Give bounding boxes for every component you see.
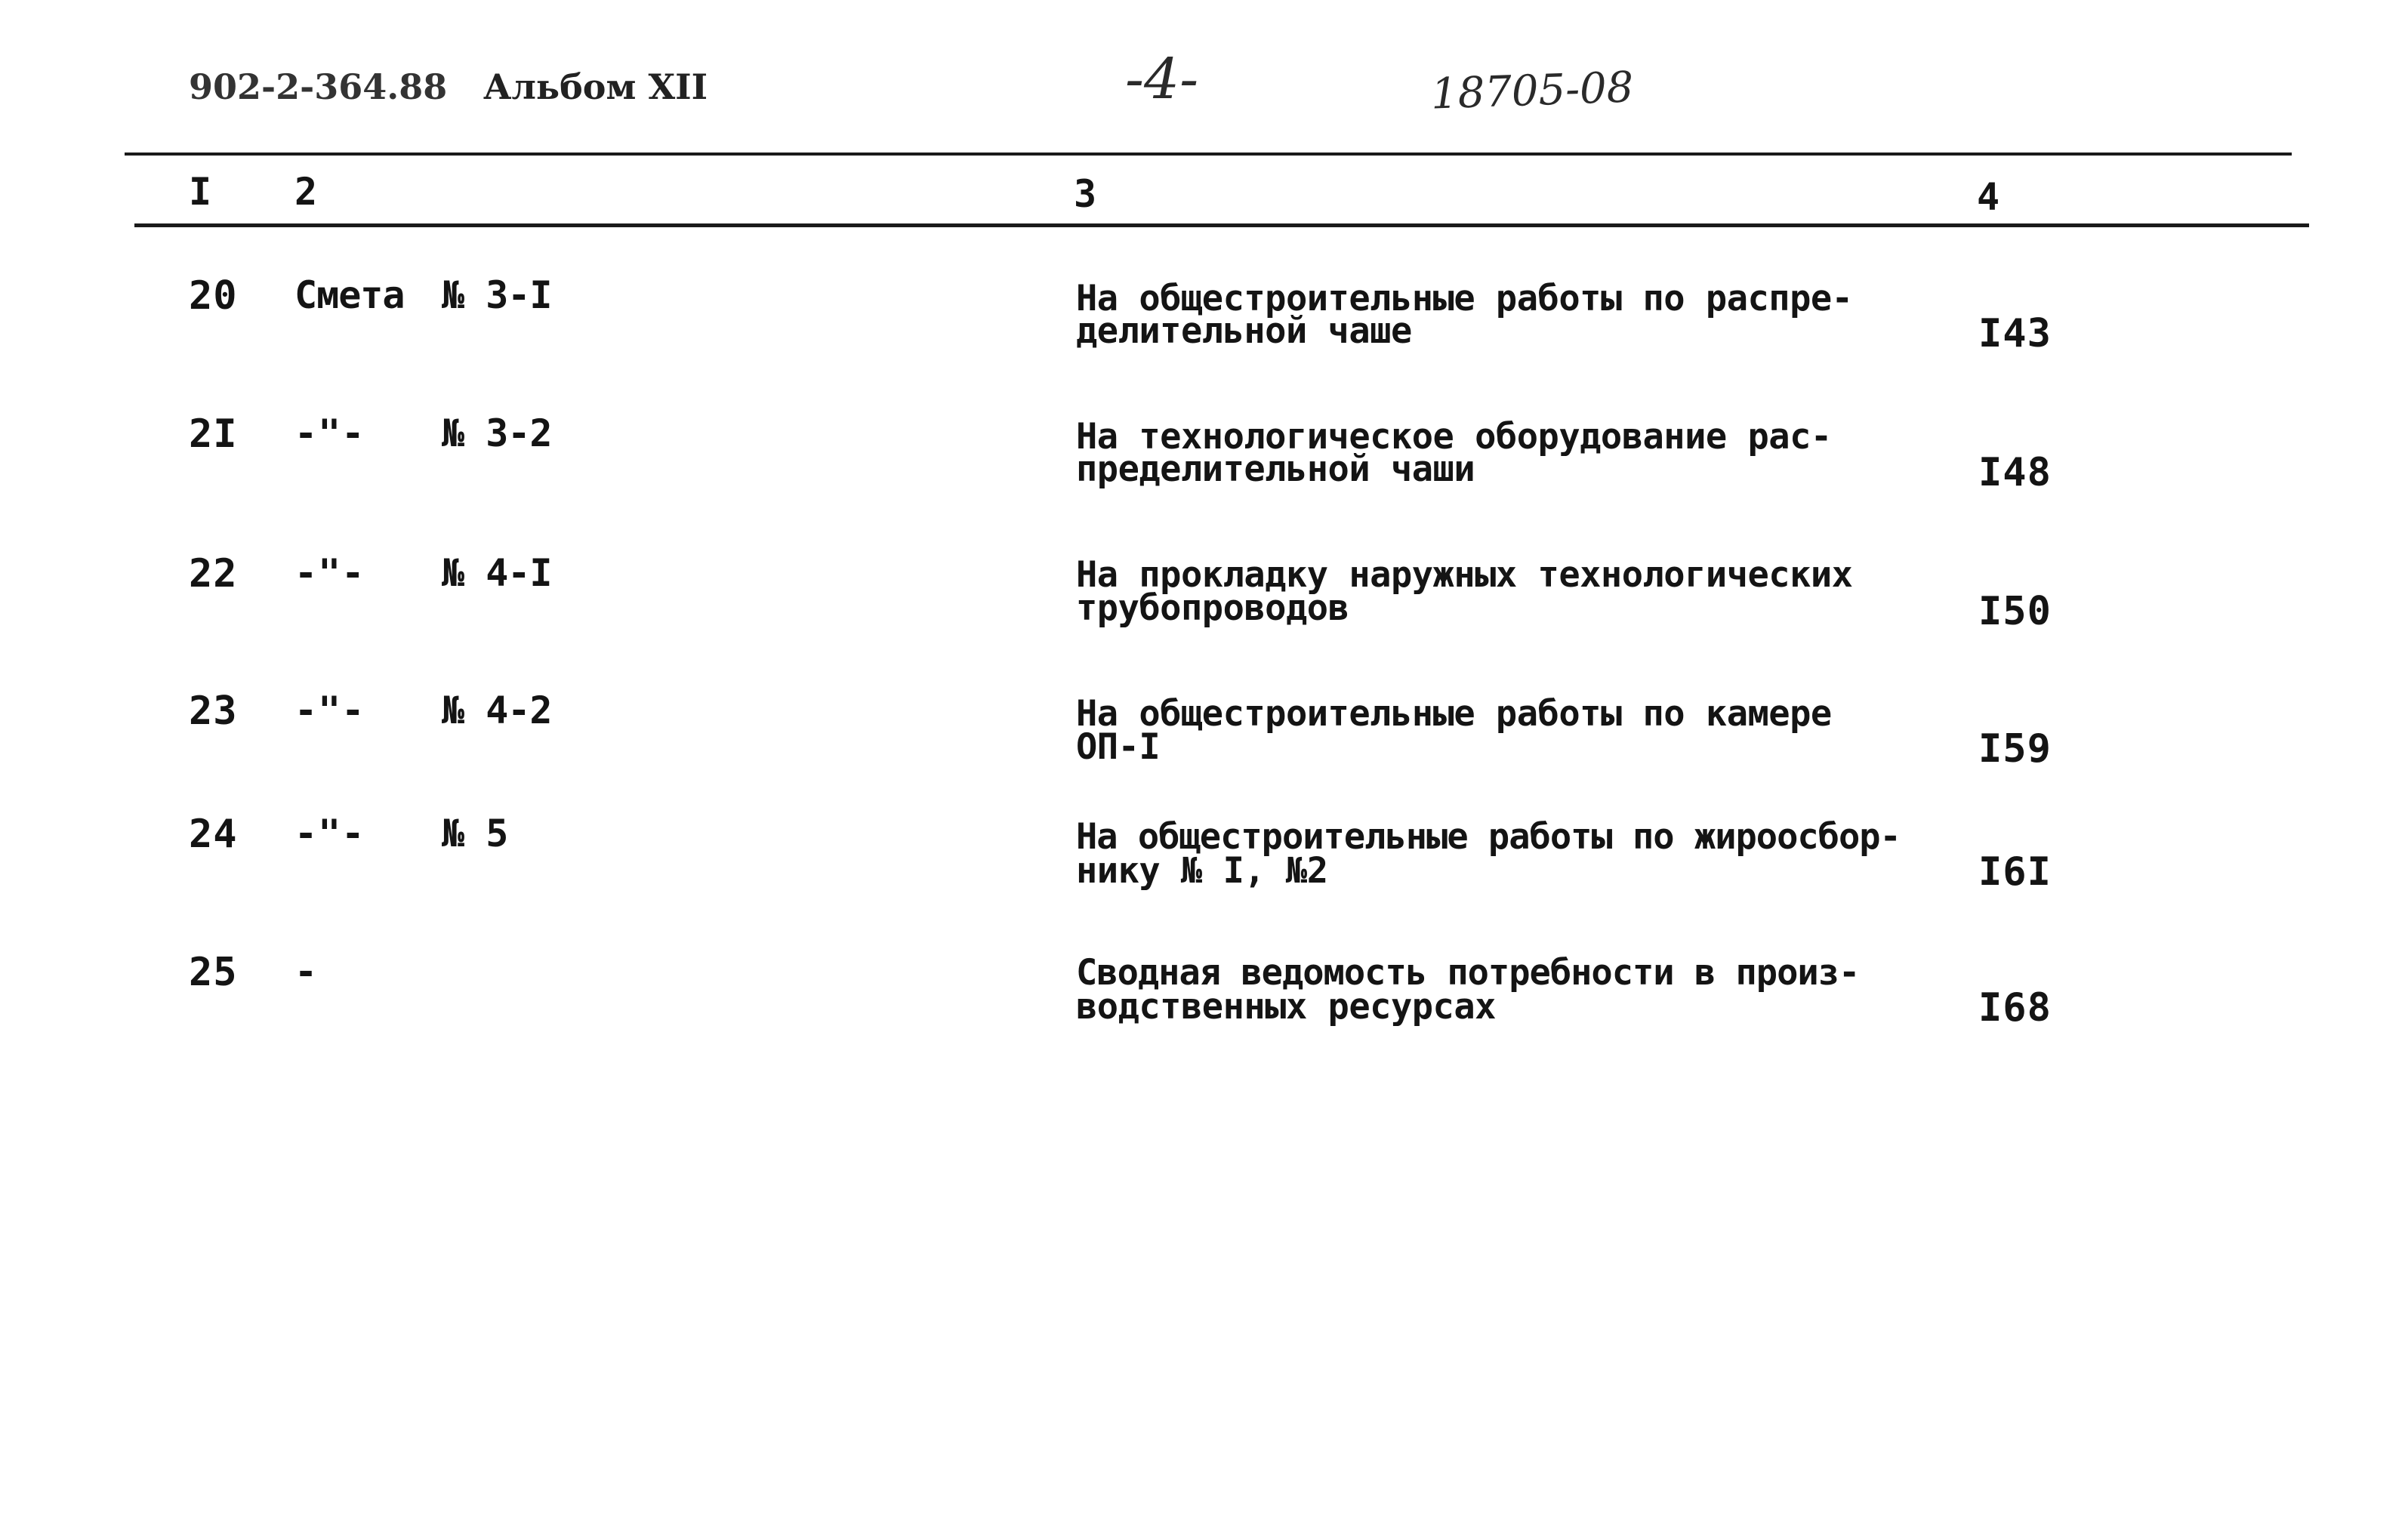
header-bottom-rule	[134, 223, 2309, 227]
page-reference: I48	[1978, 450, 2052, 495]
description-line: На технологическое оборудование рас-	[1076, 416, 1832, 458]
page-reference: I43	[1978, 311, 2052, 356]
row-number: 23	[189, 689, 238, 734]
estimate-reference: № 5	[442, 812, 508, 855]
page-reference: I6I	[1978, 849, 2052, 895]
description-line: На общестроительные работы по жироосбор-	[1076, 816, 1901, 858]
ditto-mark: -"-	[294, 689, 365, 732]
description-line: Сводная ведомость потребности в произ-	[1076, 952, 1860, 994]
row-number: 2I	[189, 411, 238, 457]
estimate-reference: № 4-I	[442, 551, 552, 595]
page-number: -4-	[1125, 47, 1199, 112]
dash-mark: -	[294, 950, 319, 994]
description-line: На общестроительные работы по распре-	[1076, 278, 1853, 319]
description-line: На общестроительные работы по камере	[1076, 693, 1832, 735]
column-header-3: 3	[1074, 172, 1098, 216]
estimate-reference: № 3-I	[442, 273, 552, 317]
inventory-number: 18705-08	[1429, 63, 1635, 119]
ditto-mark: -"-	[294, 411, 365, 455]
header-top-rule	[125, 153, 2292, 156]
ditto-mark: -"-	[294, 812, 365, 855]
page-reference: I50	[1978, 589, 2052, 634]
description-line: трубопроводов	[1076, 587, 1349, 629]
description-line: делительной чаше	[1076, 310, 1412, 352]
document-code: 902-2-364.88	[189, 66, 448, 107]
description-line: пределительной чаши	[1076, 448, 1475, 490]
row-number: 25	[189, 950, 238, 995]
description-line: нику № I, №2	[1076, 850, 1328, 892]
row-number: 24	[189, 812, 238, 857]
album-label: Альбом XII	[483, 66, 708, 107]
description-line: На прокладку наружных технологических	[1076, 554, 1853, 596]
description-line: водственных ресурсах	[1076, 986, 1496, 1028]
row-number: 20	[189, 273, 238, 319]
document-type: Смета	[294, 273, 405, 317]
description-line: ОП-I	[1076, 726, 1161, 768]
ditto-mark: -"-	[294, 551, 365, 595]
column-header-4: 4	[1977, 175, 2001, 219]
page-reference: I68	[1978, 985, 2052, 1031]
estimate-reference: № 3-2	[442, 411, 552, 455]
row-number: 22	[189, 551, 238, 596]
estimate-reference: № 4-2	[442, 689, 552, 732]
column-header-2: 2	[294, 170, 319, 214]
column-header-1: I	[189, 170, 213, 214]
page-reference: I59	[1978, 726, 2052, 772]
